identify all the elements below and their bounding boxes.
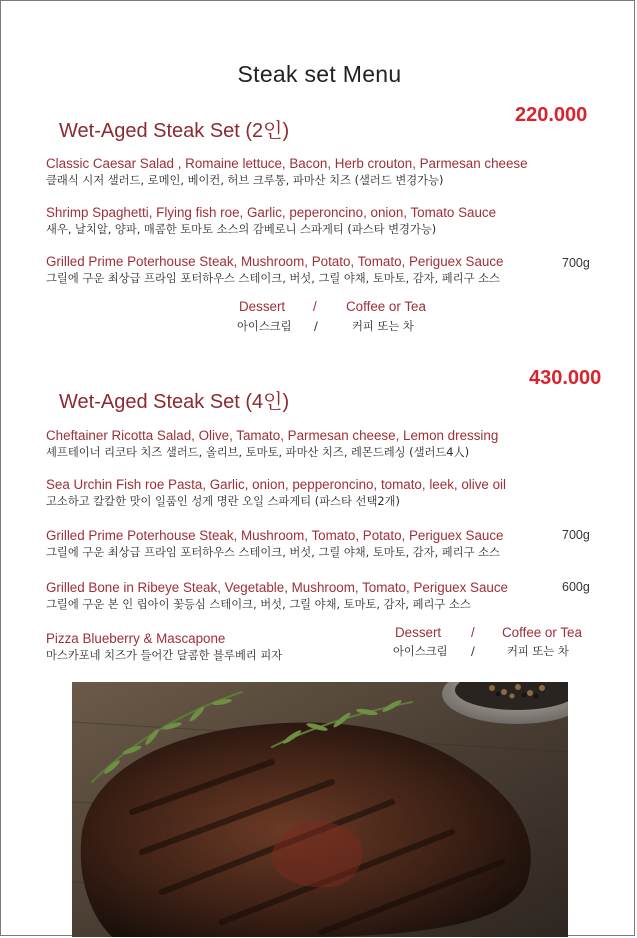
- item-english: Grilled Prime Poterhouse Steak, Mushroom, Tomato, Potato, Periguex Sauce: [46, 528, 504, 543]
- set1-item-3-weight: 700g: [562, 256, 590, 270]
- set2-item-3: [46, 527, 606, 561]
- item-english: Shrimp Spaghetti, Flying fish roe, Garlic, peperoncino, onion, Tomato Sauce: [46, 205, 497, 220]
- item-korean: 고소하고 칼칼한 맛이 일품인 성게 명란 오일 스파게티 (파스타 선택2개): [46, 495, 400, 508]
- set2-price: 430.000: [529, 367, 602, 389]
- set1-title: Wet-Aged Steak Set (2인): [59, 120, 290, 142]
- set1-item-2: [46, 204, 606, 238]
- item-korean: 그릴에 구운 최상급 프라임 포터하우스 스테이크, 버섯, 그릴 야채, 토마토, 감자, 페리구 소스: [46, 272, 500, 285]
- item-english: Grilled Prime Poterhouse Steak, Mushroom, Potato, Tomato, Periguex Sauce: [46, 254, 504, 269]
- set2-item-1: [46, 427, 606, 461]
- steak-illustration: [72, 682, 568, 937]
- set1-price: 220.000: [515, 104, 588, 126]
- set2-title: Wet-Aged Steak Set (4인): [59, 391, 290, 413]
- set2-item-3-weight: 700g: [562, 528, 590, 542]
- item-korean: 셰프테이너 리코타 치즈 샐러드, 올리브, 토마토, 파마산 치즈, 레몬드레싱 (샐러드4人): [46, 446, 470, 459]
- item-english: Classic Caesar Salad , Romaine lettuce, Bacon, Herb crouton, Parmesan cheese: [46, 156, 528, 171]
- coffee-label: Coffee or Tea: [502, 625, 582, 640]
- coffee-label: Coffee or Tea: [346, 299, 426, 314]
- separator: /: [313, 299, 317, 314]
- item-korean: 새우, 날치알, 양파, 매콤한 토마토 소스의 감베로니 스파게티 (파스타 변경가능): [46, 223, 437, 236]
- coffee-label-ko: 커피 또는 차: [352, 320, 414, 333]
- item-english: Cheftainer Ricotta Salad, Olive, Tamato, Parmesan cheese, Lemon dressing: [46, 428, 499, 443]
- set2-item-5: [46, 630, 376, 664]
- item-korean: 마스카포네 치즈가 들어간 달콤한 블루베리 피자: [46, 649, 283, 662]
- separator: /: [471, 625, 475, 640]
- item-korean: 그릴에 구운 최상급 프라임 포터하우스 스테이크, 버섯, 그릴 야채, 토마토, 감자, 페리구 소스: [46, 546, 500, 559]
- dessert-label-ko: 아이스크림: [393, 645, 448, 658]
- coffee-label-ko: 커피 또는 차: [507, 645, 569, 658]
- set1-item-3: [46, 253, 606, 287]
- item-english: Sea Urchin Fish roe Pasta, Garlic, onion, pepperoncino, tomato, leek, olive oil: [46, 477, 506, 492]
- set2-item-4-weight: 600g: [562, 580, 590, 594]
- separator: /: [314, 320, 318, 333]
- steak-photo: [72, 682, 568, 937]
- item-english: Pizza Blueberry & Mascapone: [46, 631, 226, 646]
- dessert-label: Dessert: [239, 299, 286, 314]
- dessert-label: Dessert: [395, 625, 442, 640]
- page-title: Steak set Menu: [237, 61, 402, 87]
- set2-item-4: [46, 579, 606, 613]
- dessert-label-ko: 아이스크림: [237, 320, 292, 333]
- set2-item-2: [46, 476, 606, 510]
- item-english: Grilled Bone in Ribeye Steak, Vegetable, Mushroom, Tomato, Periguex Sauce: [46, 580, 508, 595]
- item-korean: 클래식 시저 샐러드, 로메인, 베이컨, 허브 크루통, 파마산 치즈 (샐러드 변경가능): [46, 174, 444, 187]
- item-korean: 그릴에 구운 본 인 립아이 꽃등심 스테이크, 버섯, 그릴 야채, 토마토, 감자, 페리구 소스: [46, 598, 471, 611]
- set1-item-1: [46, 155, 606, 189]
- separator: /: [471, 645, 475, 658]
